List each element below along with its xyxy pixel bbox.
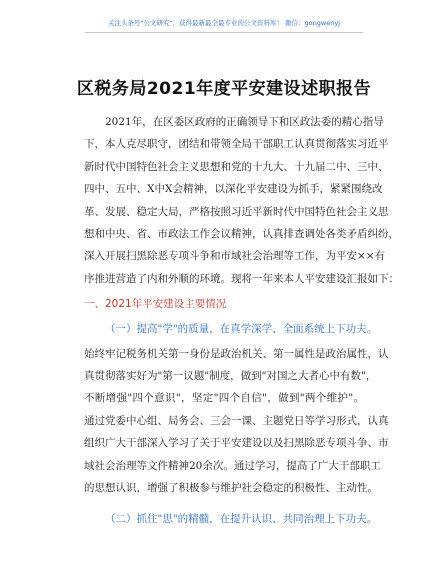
document-body <box>84 111 399 532</box>
subsection-heading: （一）提高"学"的质量，在真学深学、全面系统上下功夫。 <box>105 323 378 336</box>
intro-line: 序推进营造了内和外顺的环境。现将一年来本人平安建设汇报如下： <box>84 272 399 285</box>
intro-line: 深入开展扫黑除恶专项斗争和市域社会治理等工作，为平安××有 <box>84 250 386 263</box>
body-line: 组织广大干部深入学习了关于平安建设以及扫黑除恶专项斗争、市 <box>84 437 389 450</box>
document-title: 区税务局2021年度平安建设述职报告 <box>76 79 372 99</box>
header-banner: 关注头条号"公文研究"，获得最新最全最专业的公文资料库！ 微信：gongwenyj <box>108 19 340 27</box>
intro-line: 下，本人克尽职守，团结和带领全局干部职工认真贯彻落实习近平 <box>84 138 389 151</box>
intro-line: 新时代中国特色社会主义思想和党的十九大、十九届二中、三中、 <box>84 160 389 173</box>
body-line: 的思想认识，增强了积极参与维护社会稳定的积极性、主动性。 <box>84 482 378 495</box>
intro-line: 四中、五中、X中X会精神，以深化平安建设为抓手，紧紧围绕改 <box>84 183 383 196</box>
intro-line: 2021年，在区委区政府的正确领导下和区政法委的精心指导 <box>105 116 384 128</box>
body-line: 通过党委中心组、局务会、三会一课、主题党日等学习形式，认真 <box>84 414 389 427</box>
section-heading: 一、2021年平安建设主要情况 <box>84 298 227 311</box>
intro-line: 革、发展、稳定大局，严格按照习近平新时代中国特色社会主义思 <box>84 205 389 218</box>
body-line: 真贯彻落实好为"第一议题"制度，做到"对国之大者心中有数"， <box>84 370 377 383</box>
body-line: 域社会治理等文件精神20余次。通过学习，提高了广大干部职工 <box>84 459 381 472</box>
body-line: 不断增强"四个意识"，坚定"四个自信"，做到"两个维护"。 <box>84 392 364 405</box>
header-divider <box>85 32 363 33</box>
intro-line: 想和中央、省、市政法工作会议精神，认真排查调处各类矛盾纠纷， <box>84 228 399 241</box>
subsection-heading: （二）抓住"思"的精髓，在提升认识、共同治理上下功夫。 <box>105 512 378 525</box>
body-line: 始终牢记税务机关第一身份是政治机关、第一属性是政治属性，认 <box>84 347 389 360</box>
